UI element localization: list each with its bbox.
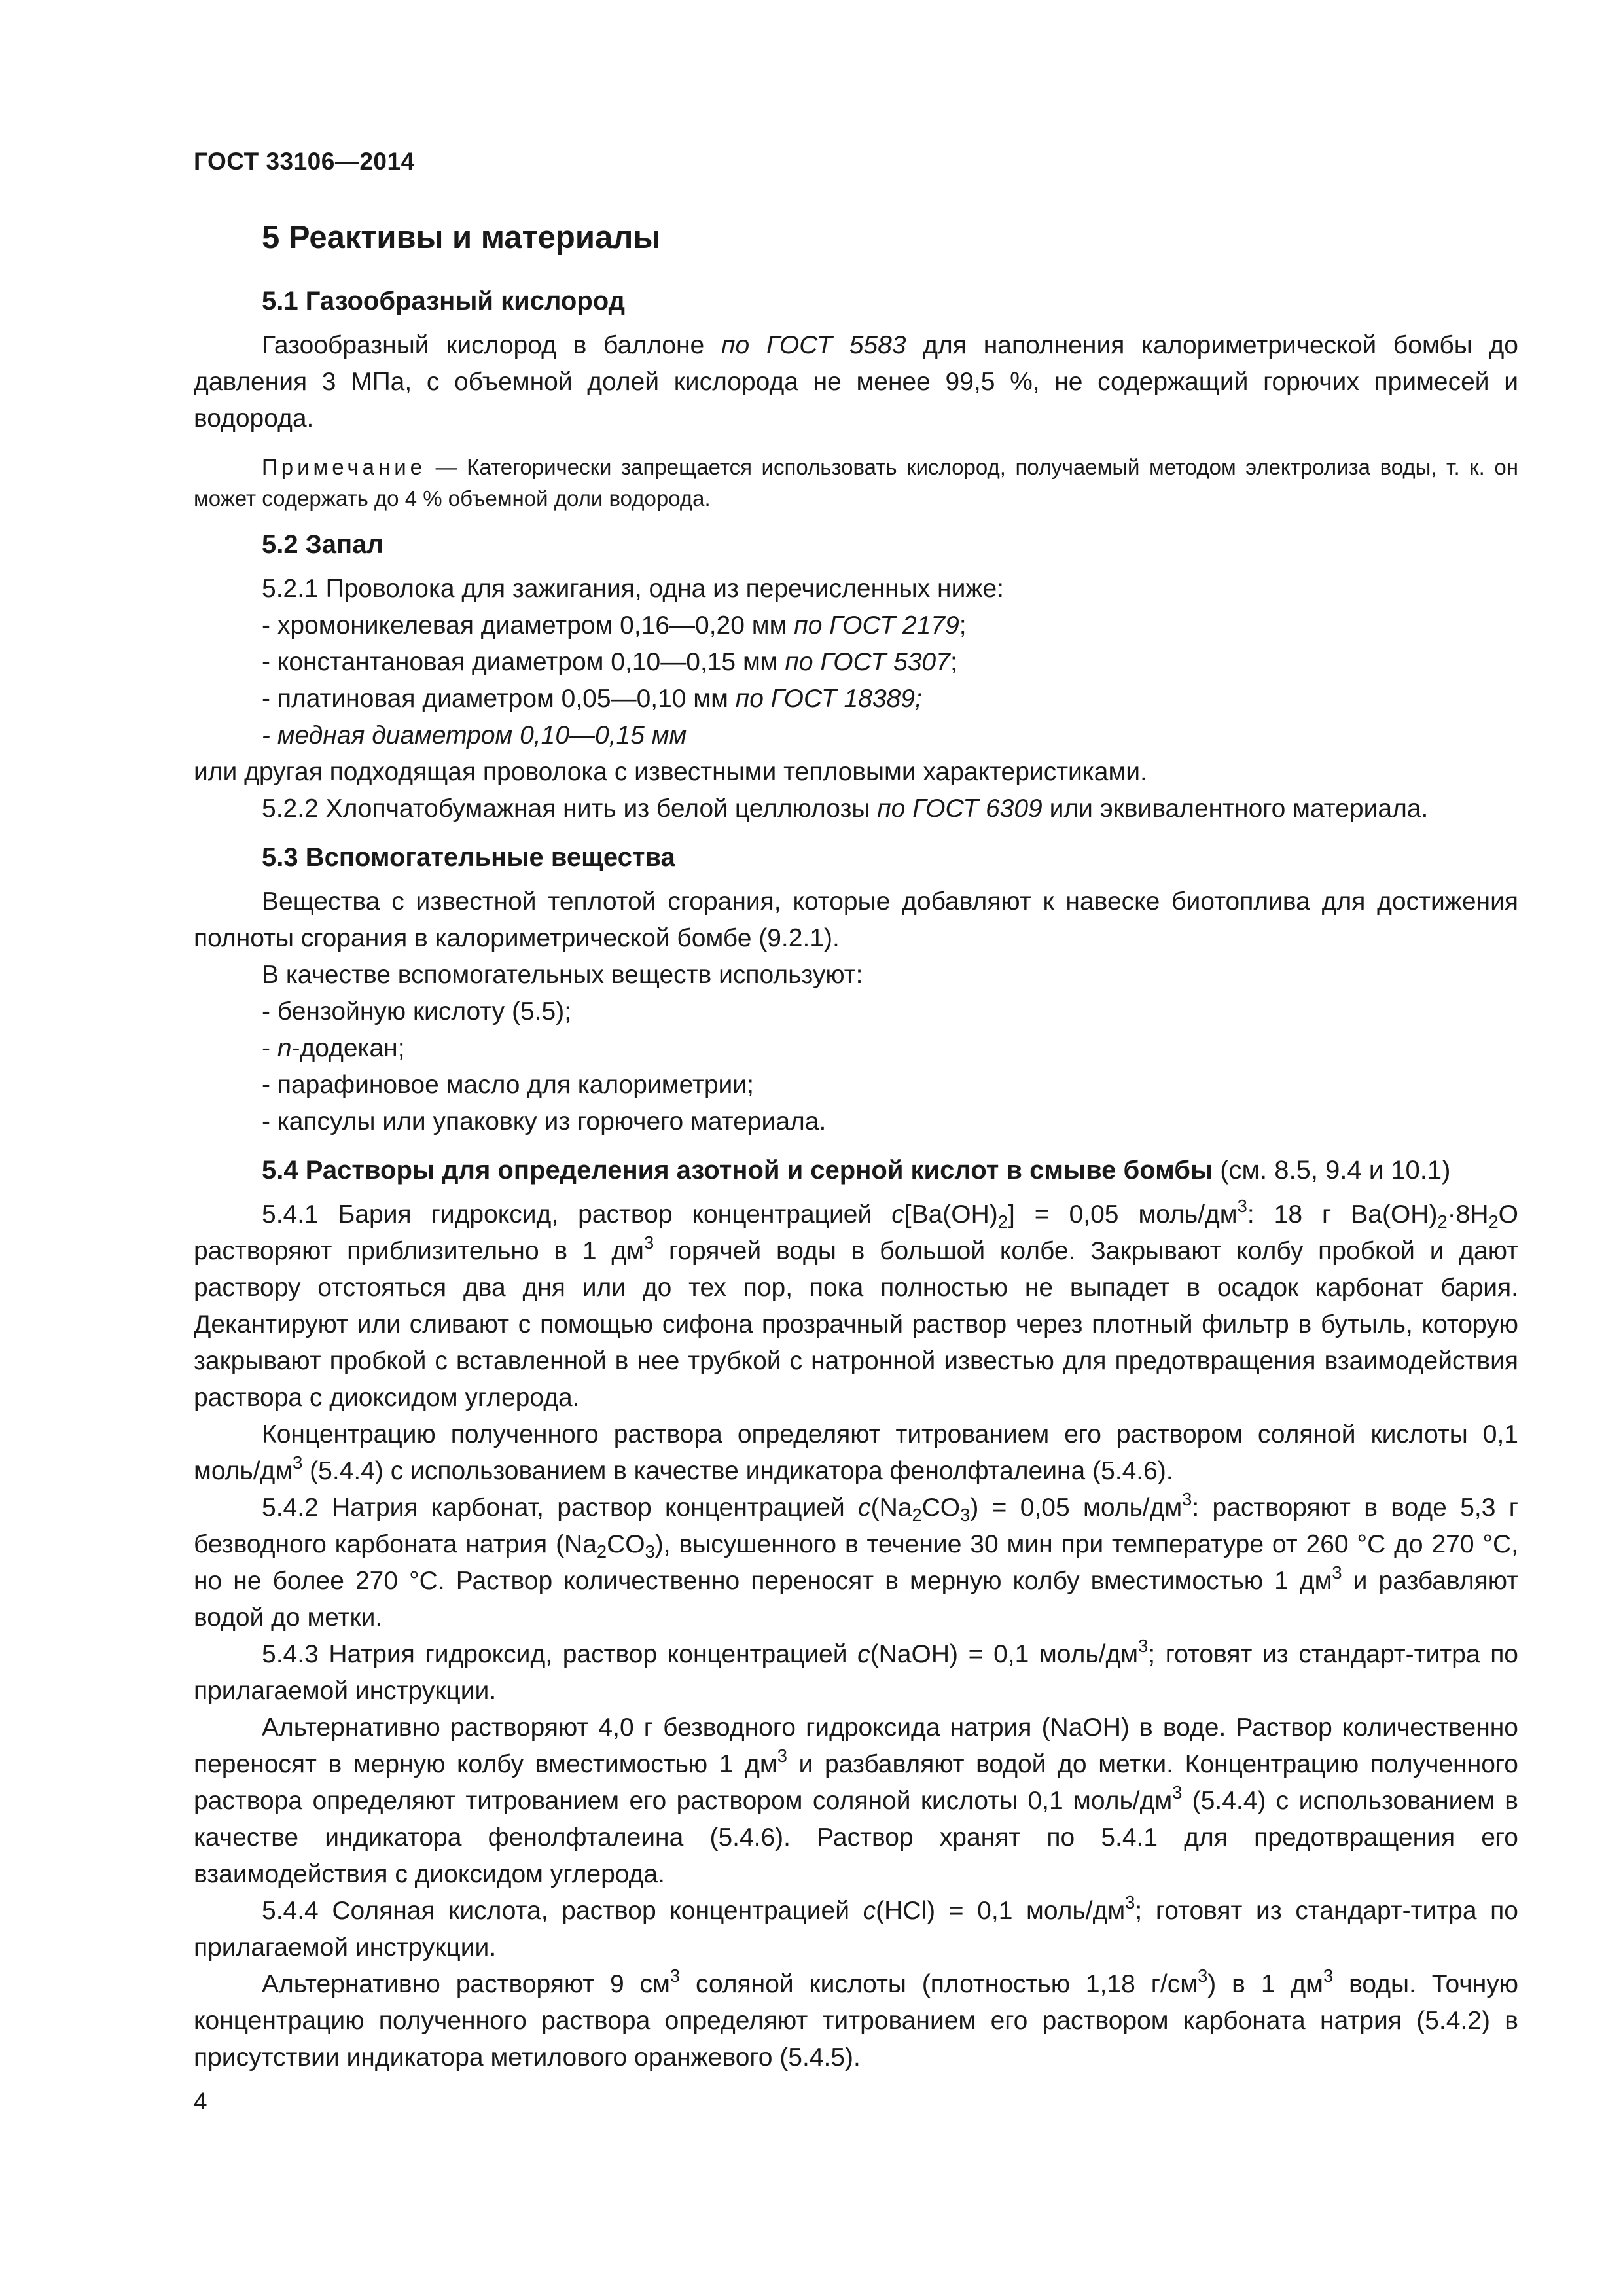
subsection-5-1-heading: 5.1 Газообразный кислород xyxy=(262,287,626,315)
subsection-5-3-heading: 5.3 Вспомогательные вещества xyxy=(262,843,675,872)
list-item: - хромоникелевая диаметром 0,16—0,20 мм по ГОСТ 2179; xyxy=(262,611,967,639)
list-item: - константановая диаметром 0,10—0,15 мм по ГОСТ 5307; xyxy=(262,648,957,676)
document-code-header: ГОСТ 33106—2014 xyxy=(194,148,415,175)
list-item: - бензойную кислоту (5.5); xyxy=(262,997,572,1026)
section-5-title: 5 Реактивы и материалы xyxy=(262,220,661,255)
paragraph-5-3-list-intro: В качестве вспомогательных веществ используют: xyxy=(262,961,863,989)
paragraph-5-2-2: 5.2.2 Хлопчатобумажная нить из белой целлюлозы по ГОСТ 6309 или эквивалентного материала. xyxy=(262,795,1429,823)
document-body xyxy=(194,216,1518,2076)
paragraph-5-2-1: 5.2.1 Проволока для зажигания, одна из перечисленных ниже: xyxy=(262,575,1004,603)
list-item: - n-додекан; xyxy=(262,1034,405,1062)
list-item: - медная диаметром 0,10—0,15 мм xyxy=(262,721,687,749)
subsection-5-4-heading: 5.4 Растворы для определения азотной и серной кислот в смыве бомбы (см. 8.5, 9.4 и 10.1) xyxy=(262,1156,1451,1185)
list-item: - платиновая диаметром 0,05—0,10 мм по ГОСТ 18389; xyxy=(262,685,922,713)
page-number: 4 xyxy=(194,2088,207,2115)
paragraph-5-4-4-alternative: Альтернативно растворяют 9 $см^3$ соляной кислоты (плотностью 1,18 $г/см^3$) в 1 $дм^3$ воды. Точную концентрацию полученного раствора определяют титрованием его раствором карбоната натрия (5.4.2) в присутствии индикатора метилового оранжевого (5.4.5). xyxy=(194,1965,1518,2072)
paragraph-5-4-1: 5.4.1 Бария гидроксид, раствор концентрацией $c[Ba(OH)_2] = 0,05$ моль/$дм^3$: 18 г $Ba(OH)_2\cdot 8H_2O$ растворяют приблизительно в 1 $дм^3$ горячей воды в большой колбе. Закрывают колбу пробкой и дают раствору отстояться два дня или до тех пор, пока полностью не выпадет в осадок карбонат бария. Декантируют или сливают с помощью сифона прозрачный раствор через плотный фильтр в бутыль, которую закрывают пробкой с вставленной в нее трубкой с натронной известью для предотвращения взаимодействия раствора с диоксидом углерода. xyxy=(194,1196,1519,1412)
list-item: - капсулы или упаковку из горючего материала. xyxy=(262,1107,827,1136)
note-5-1: Примечание — Категорически запрещается использовать кислород, получаемый методом электролиза воды, т. к. он может содержать до 4 % объемной доли водорода. xyxy=(194,455,1518,511)
paragraph-5-4-1-concentration: Концентрацию полученного раствора определяют титрованием его раствором соляной кислоты 0,1 моль/$дм^3$ (5.4.4) с использованием в качестве индикатора фенолфталеина (5.4.6). xyxy=(194,1420,1518,1485)
paragraph-5-4-2: 5.4.2 Натрия карбонат, раствор концентрацией $c(Na_2CO_3) = 0,05$ моль/$дм^3$: растворяют в воде 5,3 г безводного карбоната натрия $(Na_2CO_3)$, высушенного в течение 30 мин при температуре от 260 °С до 270 °С, но не более 270 °С. Раствор количественно переносят в мерную колбу вместимостью 1 $дм^3$ и разбавляют водой до метки. xyxy=(194,1489,1518,1632)
standard-reference: по ГОСТ 5583 xyxy=(721,331,906,359)
paragraph-5-4-3: 5.4.3 Натрия гидроксид, раствор концентрацией c(NaOH) = 0,1 моль/$дм^3$; готовят из стандарт-титра по прилагаемой инструкции. xyxy=(194,1636,1518,1705)
note-label: Примечание xyxy=(262,455,427,479)
list-continuation: или другая подходящая проволока с известными тепловыми характеристиками. xyxy=(194,758,1147,786)
paragraph-5-3: Вещества с известной теплотой сгорания, которые добавляют к навеске биотоплива для достижения полноты сгорания в калориметрической бомбе (9.2.1). xyxy=(194,888,1518,952)
paragraph-5-1: Газообразный кислород в баллоне по ГОСТ 5583 для наполнения калориметрической бомбы до давления 3 МПа, с объемной долей кислорода не менее 99,5 %, не содержащий горючих примесей и водорода. xyxy=(194,331,1518,433)
paragraph-5-4-4: 5.4.4 Соляная кислота, раствор концентрацией c(HCl) = 0,1 моль/$дм^3$; готовят из стандарт-титра по прилагаемой инструкции. xyxy=(194,1892,1518,1962)
list-item: - парафиновое масло для калориметрии; xyxy=(262,1071,754,1099)
subsection-5-2-heading: 5.2 Запал xyxy=(262,530,383,559)
paragraph-5-4-3-alternative: Альтернативно растворяют 4,0 г безводного гидроксида натрия (NaOH) в воде. Раствор количественно переносят в мерную колбу вместимостью 1 $дм^3$ и разбавляют водой до метки. Концентрацию полученного раствора определяют титрованием его раствором соляной кислоты 0,1 моль/$дм^3$ (5.4.4) с использованием в качестве индикатора фенолфталеина (5.4.6). Раствор хранят по 5.4.1 для предотвращения его взаимодействия с диоксидом углерода. xyxy=(194,1713,1518,1888)
